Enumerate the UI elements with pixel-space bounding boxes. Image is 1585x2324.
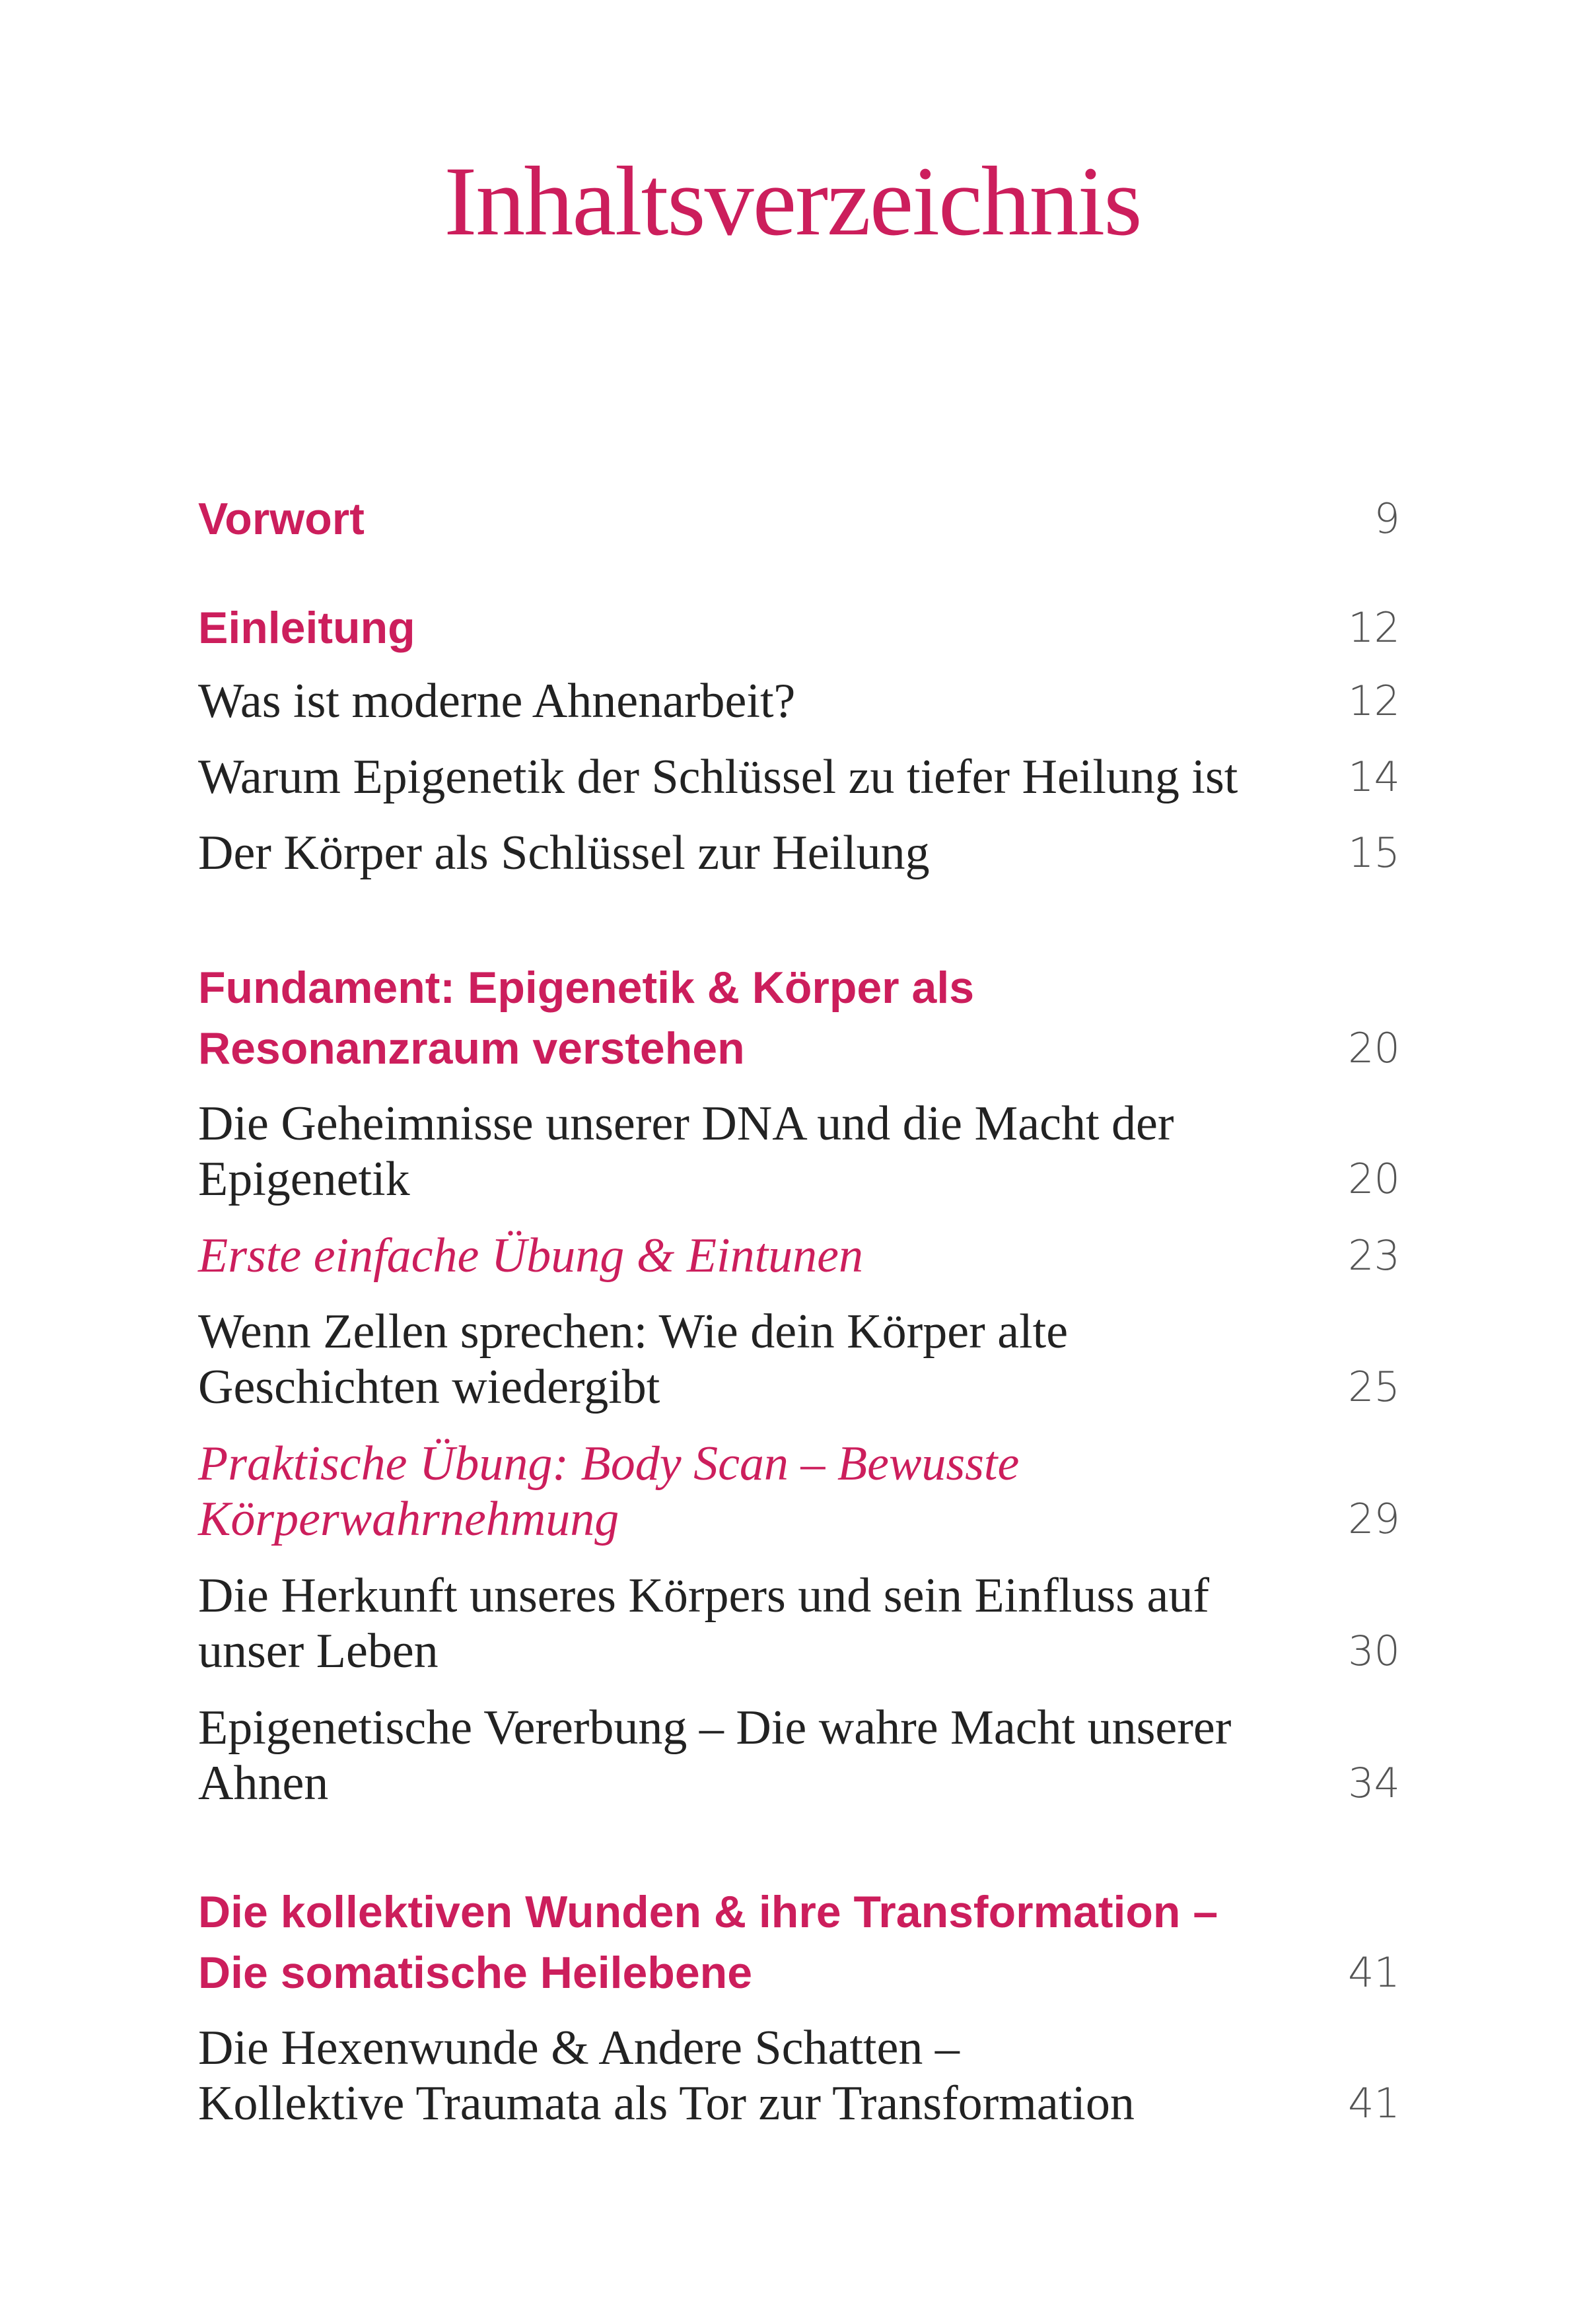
toc-entry-title	[198, 749, 1268, 805]
toc-entry-line: Erste einfache Übung & Eintunen	[198, 1229, 864, 1283]
toc-page-number: 20	[1348, 1155, 1400, 1203]
toc-entry-line: Was ist moderne Ahnenarbeit?	[198, 674, 796, 728]
toc-entry-line: Geschichten wiedergibt	[198, 1360, 660, 1414]
toc-entry-line: Einleitung	[198, 603, 415, 653]
toc-page-number: 34	[1348, 1759, 1400, 1807]
toc-page-number: 12	[1348, 603, 1400, 652]
toc-entry-line: Fundament: Epigenetik & Körper als	[198, 963, 975, 1013]
toc-entry-chapter[interactable]	[198, 957, 1400, 1079]
toc-page-number: 9	[1374, 495, 1400, 543]
toc-entry-section[interactable]	[198, 1304, 1400, 1415]
toc-entry-chapter[interactable]	[198, 489, 1400, 549]
toc-entry-section[interactable]	[198, 1700, 1400, 1811]
toc-entry-line: Die Geheimnisse unserer DNA und die Macht der	[198, 1097, 1174, 1151]
toc-entry-section[interactable]	[198, 2020, 1400, 2131]
toc-page-number: 23	[1348, 1231, 1400, 1280]
toc-entry-title	[198, 1304, 1268, 1415]
toc-page-number: 41	[1348, 1948, 1400, 1997]
toc-page-number: 29	[1348, 1495, 1400, 1543]
toc-entry-line: Epigenetik	[198, 1152, 410, 1206]
page-title: Inhaltsverzeichnis	[444, 147, 1141, 256]
toc-entry-title	[198, 1700, 1268, 1811]
toc-entry-line: Die kollektiven Wunden & ihre Transformation –	[198, 1887, 1218, 1937]
toc-entry-line: Ahnen	[198, 1756, 329, 1810]
toc-entry-line: Epigenetische Vererbung – Die wahre Macht unserer	[198, 1701, 1232, 1755]
toc-entry-title	[198, 1882, 1268, 2003]
toc-entry-line: Die Herkunft unseres Körpers und sein Einfluss auf	[198, 1569, 1210, 1623]
toc-entry-line: Die somatische Heilebene	[198, 1948, 753, 1998]
toc-entry-chapter[interactable]	[198, 1882, 1400, 2003]
toc-entry-chapter[interactable]	[198, 598, 1400, 658]
toc-entry-section[interactable]	[198, 1096, 1400, 1207]
toc-entry-title	[198, 673, 1268, 729]
toc-page-number: 41	[1348, 2079, 1400, 2127]
toc-entry-title	[198, 489, 1268, 549]
toc-entry-line: Wenn Zellen sprechen: Wie dein Körper alte	[198, 1305, 1069, 1359]
toc-entry-title	[198, 825, 1268, 881]
toc-entry-title	[198, 2020, 1268, 2131]
toc-entry-line: Vorwort	[198, 494, 365, 544]
toc-entry-line: unser Leben	[198, 1624, 439, 1678]
toc-entry-exercise[interactable]	[198, 1436, 1400, 1547]
toc-entry-section[interactable]	[198, 1568, 1400, 1679]
toc-entry-line: Die Hexenwunde & Andere Schatten –	[198, 2021, 960, 2075]
toc-entry-section[interactable]	[198, 673, 1400, 729]
toc-entry-line: Praktische Übung: Body Scan – Bewusste	[198, 1437, 1020, 1491]
toc-entry-title	[198, 1568, 1268, 1679]
toc-entry-line: Körperwahrnehmung	[198, 1492, 619, 1546]
toc-entry-title	[198, 1436, 1268, 1547]
toc-page-number: 15	[1348, 829, 1400, 877]
toc-entry-title	[198, 598, 1268, 658]
toc-page-number: 14	[1348, 753, 1400, 801]
toc-entry-line: Der Körper als Schlüssel zur Heilung	[198, 826, 930, 880]
toc-entry-line: Kollektive Traumata als Tor zur Transformation	[198, 2076, 1135, 2131]
toc-entry-section[interactable]	[198, 825, 1400, 881]
toc-entry-line: Resonanzraum verstehen	[198, 1023, 745, 1074]
toc-entry-title	[198, 1096, 1268, 1207]
toc-page-number: 20	[1348, 1024, 1400, 1072]
toc-entry-line: Warum Epigenetik der Schlüssel zu tiefer Heilung ist	[198, 750, 1238, 804]
toc-entry-title	[198, 957, 1268, 1079]
toc-page-number: 30	[1348, 1627, 1400, 1675]
toc-entry-exercise[interactable]	[198, 1228, 1400, 1283]
toc-page-number: 12	[1348, 677, 1400, 725]
toc-page-number: 25	[1348, 1363, 1400, 1411]
toc-entry-section[interactable]	[198, 749, 1400, 805]
toc-entry-title	[198, 1228, 1268, 1283]
